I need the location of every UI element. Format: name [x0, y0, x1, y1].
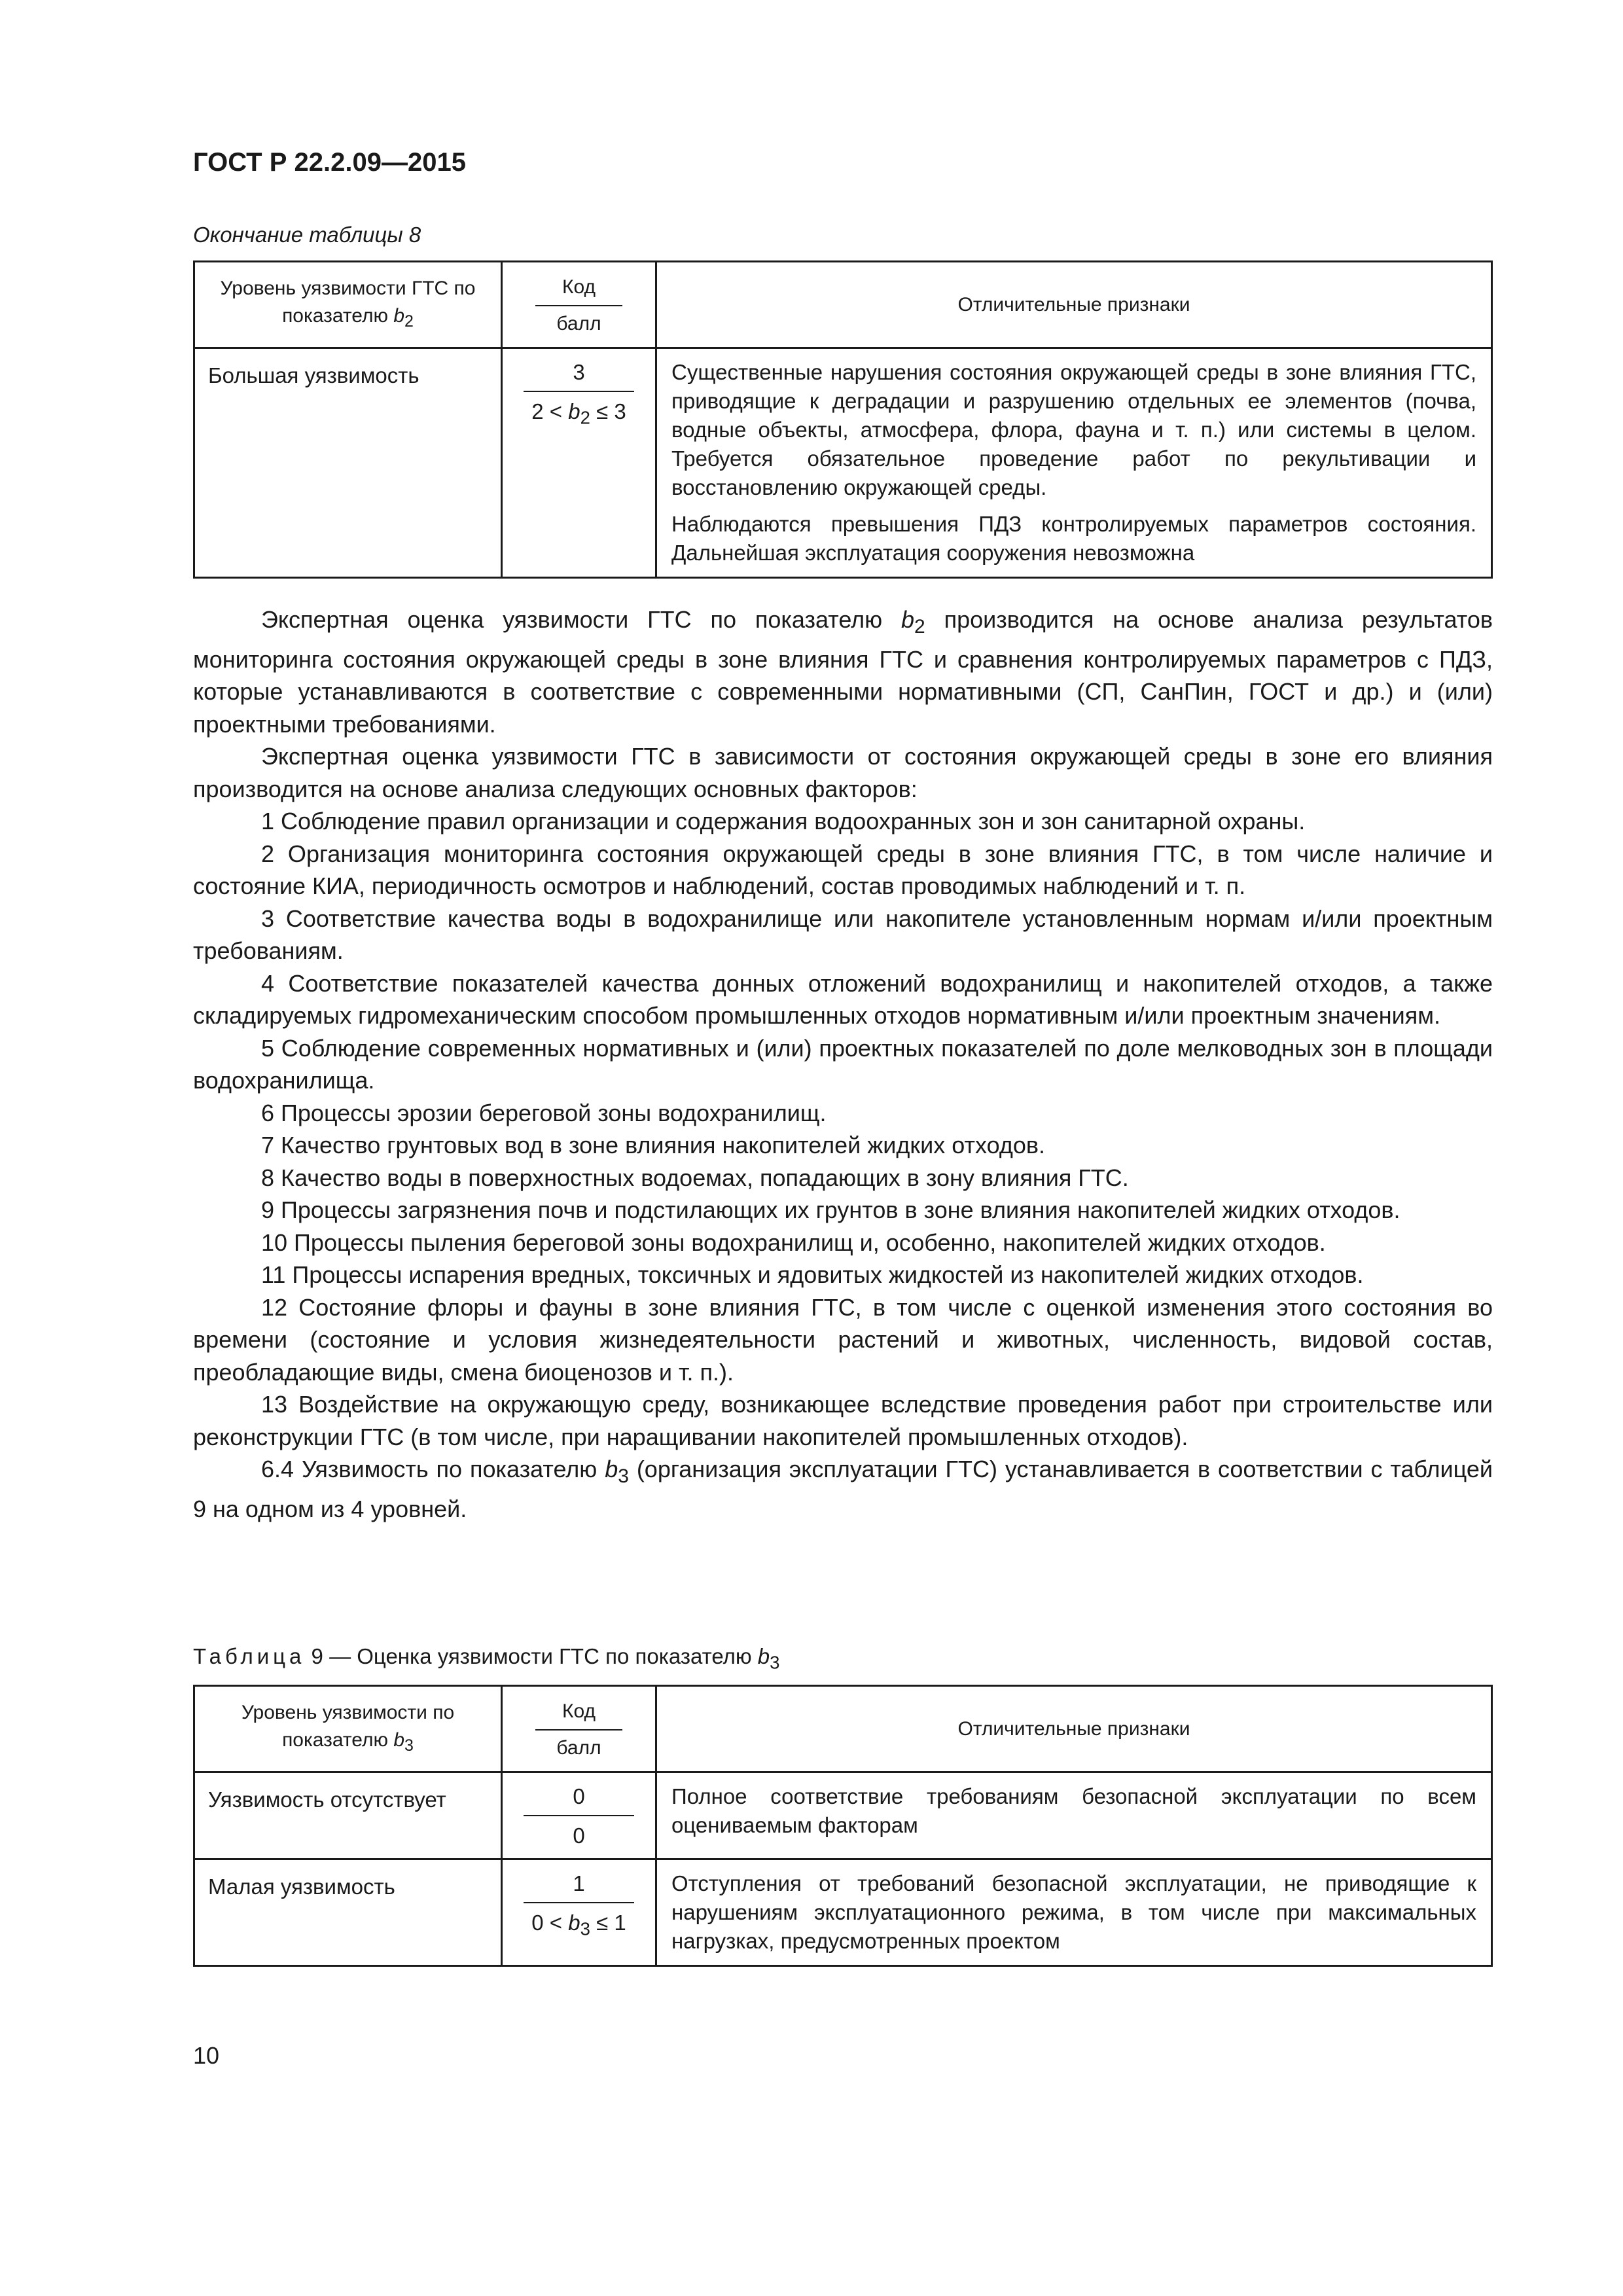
table-row [194, 1859, 1492, 1966]
factor-item: 2 Организация мониторинга состояния окружающей среды в зоне влияния ГТС, в том числе наличие и состояние КИА, периодичность осмотров и наблюдений, состав проводимых наблюдений и т. п. [193, 840, 1493, 900]
score-range: $2 < b_2 \le 3$ [524, 391, 634, 433]
table-row [194, 1772, 1492, 1859]
code-cell [502, 1772, 656, 1859]
signs-cell: Полное соответствие требованиям безопасной эксплуатации по всем оцениваемым факторам [656, 1772, 1492, 1859]
factor-item: 11 Процессы испарения вредных, токсичных и ядовитых жидкостей из накопителей жидких отходов. [261, 1261, 1364, 1289]
table9-col-code: $\frac{\text{Код}}{\text{балл}}$ [502, 1686, 656, 1772]
factor-item: 1 Соблюдение правил организации и содержания водоохранных зон и зон санитарной охраны. [261, 808, 1306, 835]
page-number: 10 [193, 2042, 220, 2069]
code-value: 0 [573, 1784, 585, 1808]
factor-item: 10 Процессы пыления береговой зоны водохранилищ и, особенно, накопителей жидких отходов. [261, 1229, 1326, 1256]
signs-cell: Отступления от требований безопасной эксплуатации, не приводящие к нарушениям эксплуатационного режима, в том числе при максимальных нагрузках, предусмотренных проектом [656, 1859, 1492, 1966]
paragraph: Экспертная оценка уязвимости ГТС по показателю $b_2$ производится на основе анализа результатов мониторинга состояния окружающей среды в зоне влияния ГТС и сравнения контролируемых параметров с ПДЗ, которые устанавливаются в соответствие с современными нормативными (СП, СанПин, ГОСТ и др.) и (или) проектными требованиями. [193, 606, 1493, 738]
factor-item: 13 Воздействие на окружающую среду, возникающее вследствие проведения работ при строительстве или реконструкции ГТС (в том числе, при наращивании накопителей промышленных отходов). [193, 1391, 1493, 1450]
table8-col-code: $\frac{\text{Код}}{\text{балл}}$ [502, 262, 656, 348]
factor-item: 7 Качество грунтовых вод в зоне влияния накопителей жидких отходов. [261, 1132, 1045, 1159]
factor-item: 12 Состояние флоры и фауны в зоне влияния ГТС, в том числе с оценкой изменения этого состояния во времени (состояние и условия жизнедеятельности растений и животных, численность, видовой состав, преобладающие виды, смена биоценозов и т. п.). [193, 1293, 1493, 1386]
table9 [193, 1685, 1493, 1967]
table-row [194, 348, 1492, 578]
table8-caption: Окончание таблицы 8 [193, 223, 421, 247]
paragraph: Экспертная оценка уязвимости ГТС в зависимости от состояния окружающей среды в зоне его влияния производится на основе анализа следующих основных факторов: [193, 743, 1493, 802]
signs-cell [656, 348, 1492, 578]
factor-item: 8 Качество воды в поверхностных водоемах, попадающих в зону влияния ГТС. [261, 1164, 1129, 1191]
level-cell: Большая уязвимость [194, 348, 502, 578]
table9-col-level: Уровень уязвимости по показателю $b_3$ [194, 1686, 502, 1772]
table8 [193, 260, 1493, 579]
paragraph: 6.4 Уязвимость по показателю $b_3$ (организация эксплуатации ГТС) устанавливается в соответствии с таблицей 9 на одном из 4 уровней. [193, 1456, 1493, 1522]
code-value: 1 [573, 1871, 585, 1895]
score-range: $0 < b_3 \le 1$ [524, 1902, 634, 1944]
score-range: 0 [524, 1815, 634, 1850]
factor-item: 9 Процессы загрязнения почв и подстилающих их грунтов в зоне влияния накопителей жидких отходов. [261, 1196, 1400, 1224]
body-text [193, 603, 1493, 1525]
level-cell: Малая уязвимость [194, 1859, 502, 1966]
signs-paragraph: Существенные нарушения состояния окружающей среды в зоне влияния ГТС, приводящие к деградации и разрушению отдельных ее элементов (почва, водные объекты, атмосфера, флора, фауна и т. п.) или системы в целом. Требуется обязательное проведение работ по рекультивации и восстановлению окружающей среды. [671, 360, 1476, 499]
factor-item: 4 Соответствие показателей качества донных отложений водохранилищ и накопителей отходов, а также складируемых гидромеханическим способом промышленных отходов нормативным и/или проектным значениям. [193, 969, 1493, 1030]
factor-item: 3 Соответствие качества воды в водохранилище или накопителе установленным нормам и/или проектным требованиям. [193, 905, 1493, 965]
table9-col-signs: Отличительные признаки [656, 1686, 1492, 1772]
table8-col-level: Уровень уязвимости ГТС по показателю $b_2$ [194, 262, 502, 348]
document-number: ГОСТ Р 22.2.09—2015 [193, 148, 466, 177]
code-cell [502, 348, 656, 578]
signs-paragraph: Наблюдаются превышения ПДЗ контролируемых параметров состояния. Дальнейшая эксплуатация сооружения невозможна [671, 512, 1476, 565]
table8-header-row [194, 262, 1492, 348]
table9-caption: Таблица 9 — Оценка уязвимости ГТС по показателю $b_3$ [193, 1644, 780, 1673]
factor-item: 5 Соблюдение современных нормативных и (или) проектных показателей по доле мелководных зон в площади водохранилища. [193, 1034, 1493, 1094]
code-value: 3 [573, 360, 585, 384]
level-cell: Уязвимость отсутствует [194, 1772, 502, 1859]
factor-item: 6 Процессы эрозии береговой зоны водохранилищ. [261, 1099, 827, 1126]
code-cell [502, 1859, 656, 1966]
table8-col-signs: Отличительные признаки [656, 262, 1492, 348]
table9-header-row [194, 1686, 1492, 1772]
